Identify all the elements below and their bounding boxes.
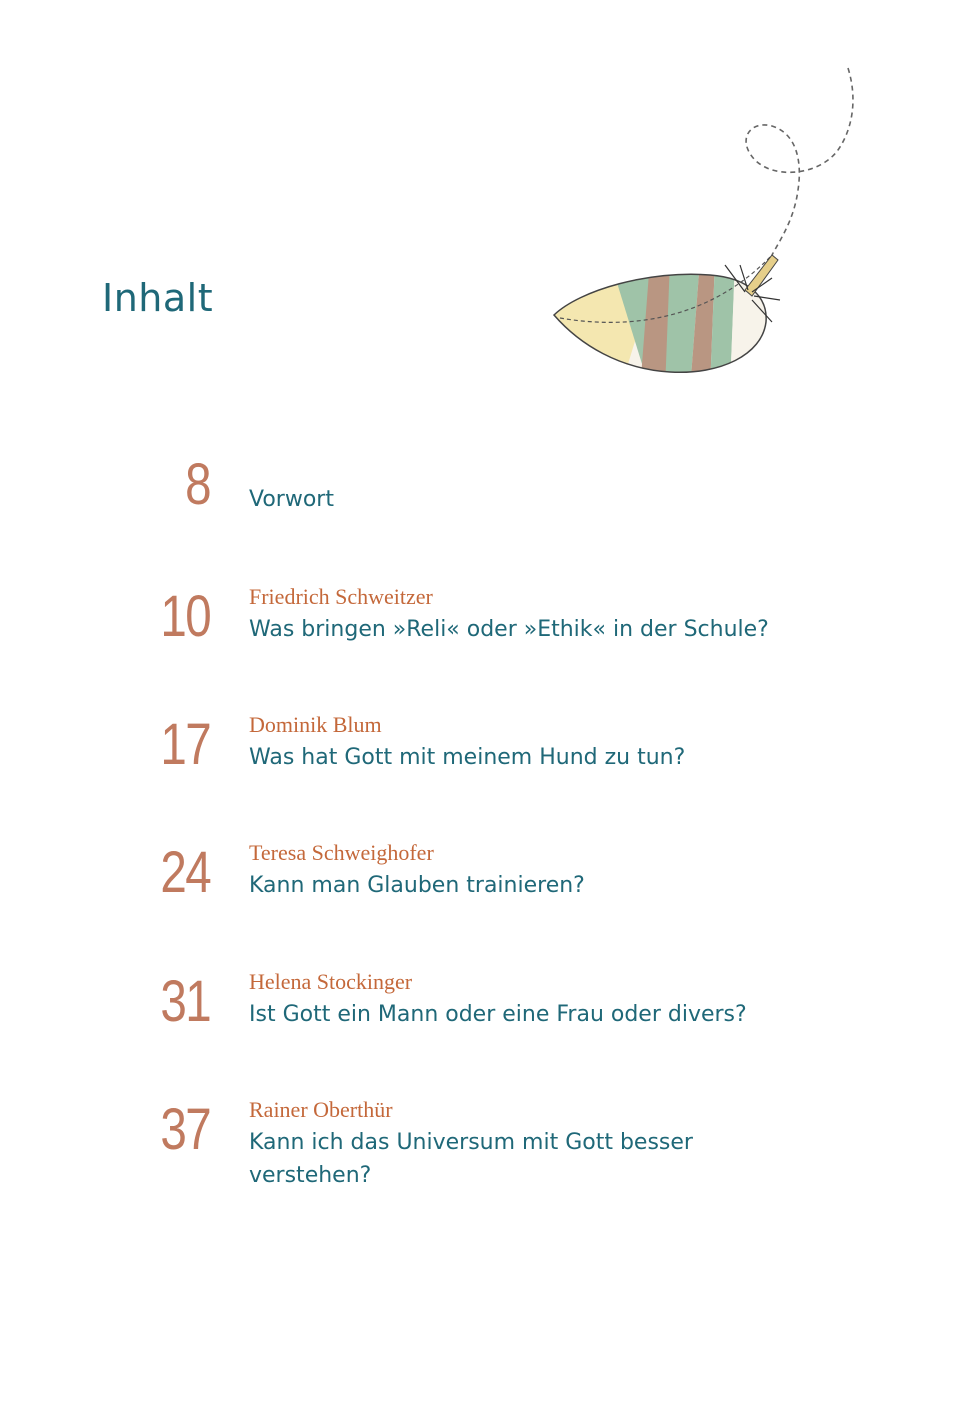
page-number: 24 — [160, 840, 210, 905]
page-number: 37 — [160, 1097, 210, 1162]
page-number: 17 — [160, 712, 210, 777]
page-title: Inhalt — [102, 276, 214, 320]
page-number: 31 — [160, 969, 210, 1034]
entry-title: Was hat Gott mit meinem Hund zu tun? — [249, 745, 686, 770]
entry-title: Kann ich das Universum mit Gott besser verstehen? — [249, 1130, 693, 1188]
entry-author: Rainer Oberthür — [249, 1097, 393, 1122]
entry-author: Dominik Blum — [249, 712, 382, 737]
entry-title: Kann man Glauben trainieren? — [249, 873, 585, 898]
entry-title: Vorwort — [249, 487, 334, 512]
entry-author: Teresa Schweighofer — [249, 840, 434, 865]
entry-title: Ist Gott ein Mann oder eine Frau oder divers? — [249, 1002, 747, 1027]
entry-author: Friedrich Schweitzer — [249, 584, 433, 609]
entry-author: Helena Stockinger — [249, 969, 413, 994]
page-number: 8 — [185, 452, 210, 517]
entry-title: Was bringen »Reli« oder »Ethik« in der Schule? — [249, 617, 769, 642]
page-number: 10 — [160, 584, 210, 649]
